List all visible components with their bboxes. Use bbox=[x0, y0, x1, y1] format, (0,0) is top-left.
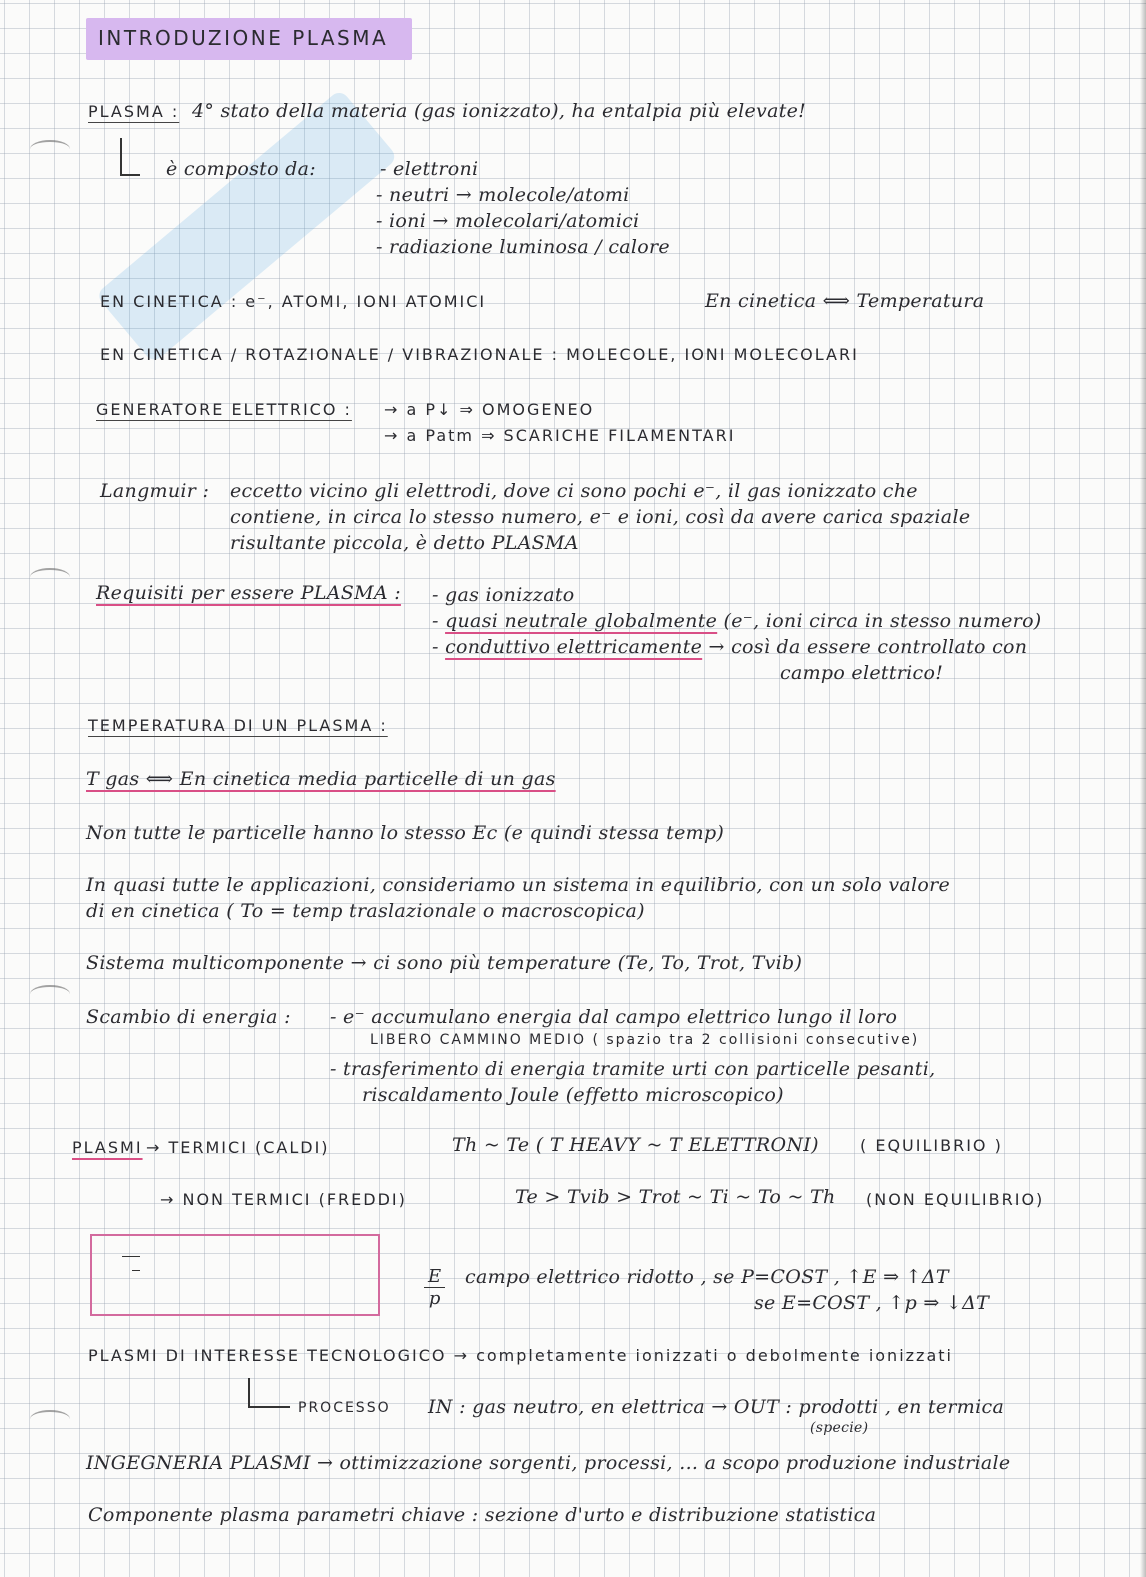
process-text: IN : gas neutro, en elettrica → OUT : prodotti , en termica bbox=[428, 1396, 1005, 1418]
list-item: - radiazione luminosa / calore bbox=[376, 236, 670, 258]
rotational-energy-line: EN CINETICA / ROTAZIONALE / VIBRAZIONALE : MOLECOLE, IONI MOLECOLARI bbox=[100, 345, 859, 364]
text-line: In quasi tutte le applicazioni, consideriamo un sistema in equilibrio, con un solo valore bbox=[86, 874, 951, 896]
requirement-item: campo elettrico! bbox=[780, 662, 944, 684]
kinetic-energy-line: EN CINETICA : e⁻, ATOMI, IONI ATOMICI bbox=[100, 292, 487, 311]
langmuir-text: eccetto vicino gli elettrodi, dove ci sono pochi e⁻, il gas ionizzato che bbox=[230, 480, 918, 502]
energy-exchange-item: riscaldamento Joule (effetto microscopico) bbox=[362, 1084, 784, 1106]
temperature-definition: T gas ⟺ En cinetica media particelle di un gas bbox=[86, 768, 556, 790]
arrow-icon bbox=[248, 1378, 290, 1408]
formula-box bbox=[90, 1234, 380, 1316]
process-label: PROCESSO bbox=[298, 1400, 391, 1416]
list-item: - ioni → molecolari/atomici bbox=[376, 210, 640, 232]
process-note: (specie) bbox=[810, 1420, 869, 1436]
formula-fraction: $\frac{E}{p}$ bbox=[424, 1266, 445, 1309]
engineering-line: INGEGNERIA PLASMI → ottimizzazione sorgenti, processi, ... a scopo produzione industriale bbox=[86, 1452, 1011, 1474]
energy-exchange-item: - e⁻ accumulano energia dal campo elettrico lungo il loro bbox=[330, 1006, 898, 1028]
requirement-item: - gas ionizzato bbox=[432, 584, 575, 606]
temperature-heading: TEMPERATURA DI UN PLASMA : bbox=[88, 716, 388, 735]
langmuir-text: contiene, in circa lo stesso numero, e⁻ e ioni, così da avere carica spaziale bbox=[230, 506, 971, 528]
generator-label: GENERATORE ELETTRICO : bbox=[96, 400, 352, 419]
text-line: di en cinetica ( To = temp traslazionale o macroscopica) bbox=[86, 900, 645, 922]
plasmi-label: PLASMI bbox=[72, 1138, 143, 1157]
requirements-label: Requisiti per essere PLASMA : bbox=[96, 582, 401, 604]
formula-note: campo elettrico ridotto , se P=COST , ↑E ⇒ ↑ΔT bbox=[465, 1266, 949, 1288]
plasma-definition: PLASMA : 4° stato della materia (gas ionizzato), ha entalpia più elevate! bbox=[88, 100, 807, 122]
energy-exchange-item: LIBERO CAMMINO MEDIO ( spazio tra 2 collisioni consecutive) bbox=[370, 1032, 920, 1048]
equilibrium-label: ( EQUILIBRIO ) bbox=[860, 1136, 1003, 1155]
generator-item: → a P↓ ⇒ OMOGENEO bbox=[384, 400, 595, 419]
page-edge-shadow bbox=[1140, 0, 1146, 1577]
punch-hole bbox=[30, 1410, 70, 1428]
requirement-item: - conduttivo elettricamente → così da essere controllato con bbox=[432, 636, 1028, 658]
non-equilibrium-label: (NON EQUILIBRIO) bbox=[866, 1190, 1045, 1209]
punch-hole bbox=[30, 985, 70, 1003]
tech-plasma-line: PLASMI DI INTERESSE TECNOLOGICO → completamente ionizzati o debolmente ionizzati bbox=[88, 1346, 953, 1365]
non-thermal-relation: Te > Tvib > Trot ~ Ti ~ To ~ Th bbox=[515, 1186, 836, 1208]
composition-label: è composto da: bbox=[166, 158, 316, 180]
list-item: - neutri → molecole/atomi bbox=[376, 184, 630, 206]
formula-note: se E=COST , ↑p ⇒ ↓ΔT bbox=[754, 1292, 990, 1314]
punch-hole bbox=[30, 568, 70, 586]
thermal-relation: Th ~ Te ( T HEAVY ~ T ELETTRONI) bbox=[452, 1134, 819, 1156]
arrow-icon bbox=[120, 138, 140, 176]
requirement-item: - quasi neutrale globalmente (e⁻, ioni circa in stesso numero) bbox=[432, 610, 1042, 632]
page-title: INTRODUZIONE PLASMA bbox=[86, 18, 412, 60]
energy-exchange-item: - trasferimento di energia tramite urti con particelle pesanti, bbox=[330, 1058, 936, 1080]
thermal-plasma: → TERMICI (CALDI) bbox=[146, 1138, 330, 1157]
langmuir-label: Langmuir : bbox=[100, 480, 210, 502]
list-item: - elettroni bbox=[380, 158, 479, 180]
key-parameters-line: Componente plasma parametri chiave : sezione d'urto e distribuzione statistica bbox=[88, 1504, 877, 1526]
kinetic-temperature-note: En cinetica ⟺ Temperatura bbox=[705, 290, 985, 312]
energy-exchange-label: Scambio di energia : bbox=[86, 1006, 291, 1028]
langmuir-text: risultante piccola, è detto PLASMA bbox=[230, 532, 579, 554]
generator-item: → a Patm ⇒ SCARICHE FILAMENTARI bbox=[384, 426, 736, 445]
formula bbox=[120, 1256, 140, 1282]
punch-hole bbox=[30, 140, 70, 158]
non-thermal-plasma: → NON TERMICI (FREDDI) bbox=[160, 1190, 407, 1209]
text-line: Non tutte le particelle hanno lo stesso Ec (e quindi stessa temp) bbox=[86, 822, 725, 844]
text-line: Sistema multicomponente → ci sono più temperature (Te, To, Trot, Tvib) bbox=[86, 952, 803, 974]
